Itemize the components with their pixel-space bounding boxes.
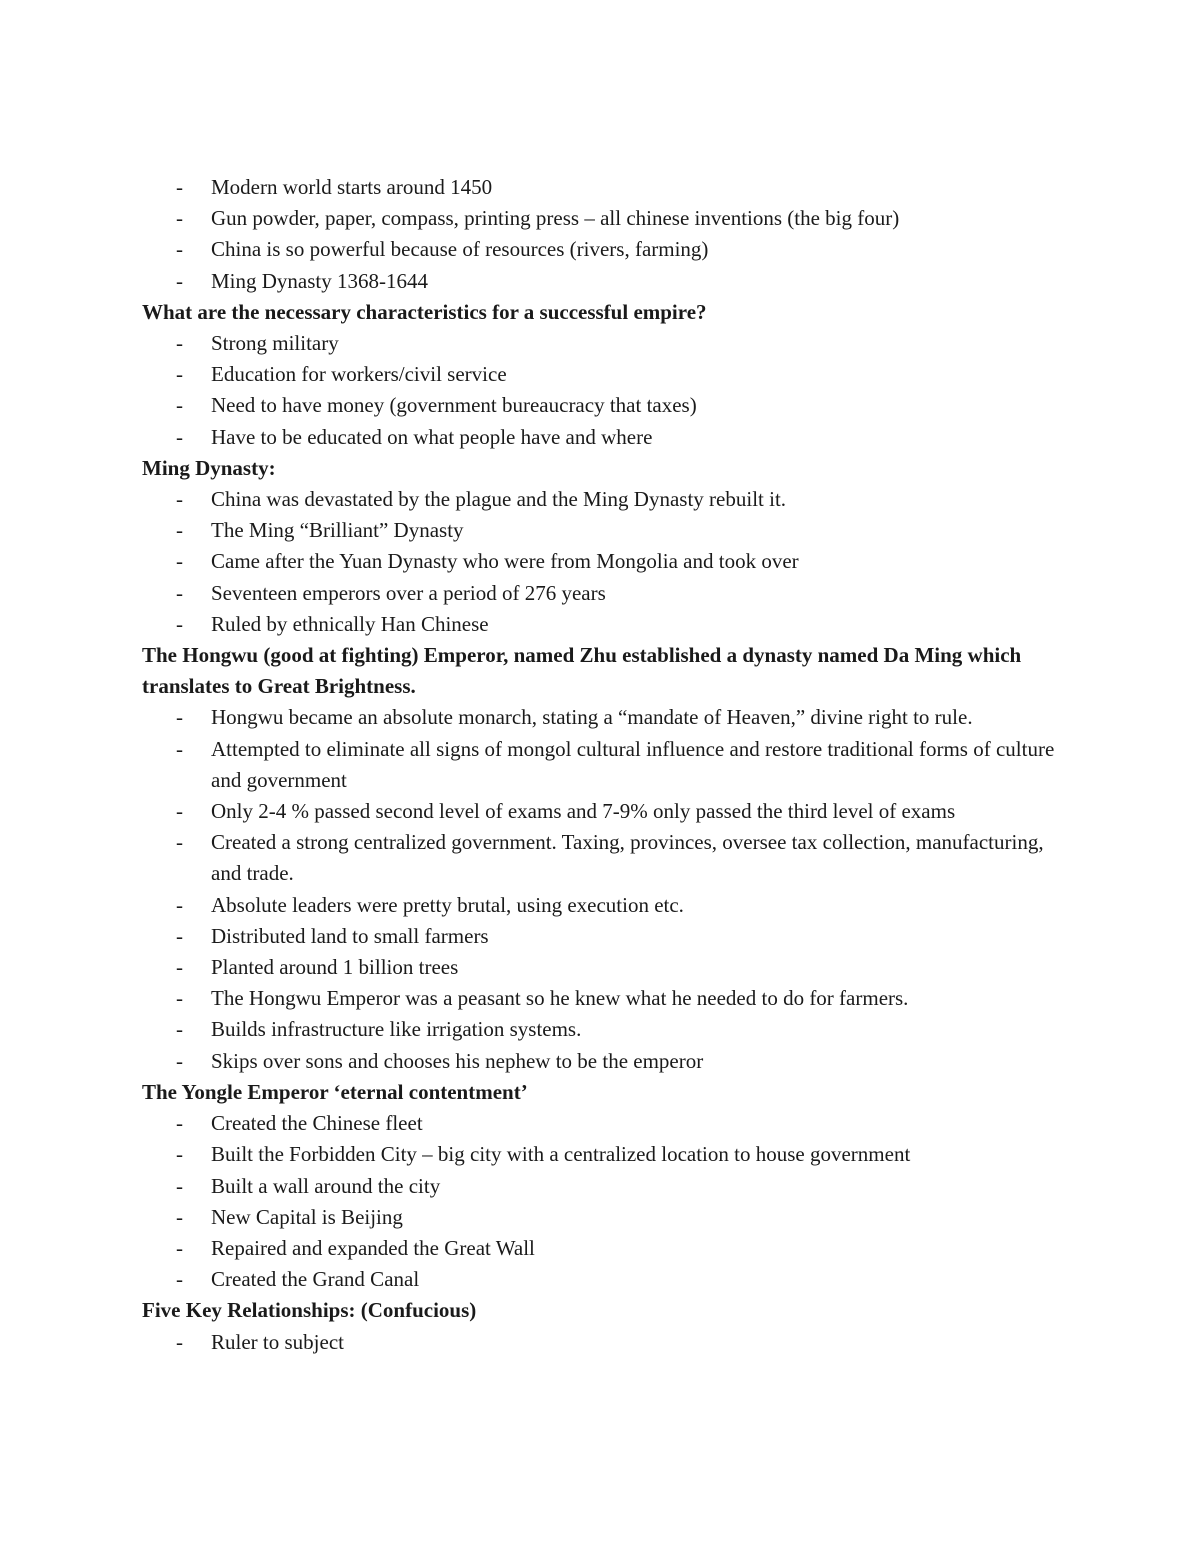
list-item (142, 234, 1062, 265)
list-item-text: Attempted to eliminate all signs of mongol cultural influence and restore traditional forms of culture and government (211, 736, 1055, 792)
list-item (142, 1202, 1062, 1233)
document-body (142, 172, 1062, 1358)
list-item (142, 359, 1062, 390)
list-item-text: The Hongwu Emperor was a peasant so he knew what he needed to do for farmers. (211, 986, 909, 1011)
list-item-text: Ruled by ethnically Han Chinese (211, 611, 489, 636)
list-item (142, 983, 1062, 1014)
list-item-text: Education for workers/civil service (211, 362, 507, 387)
list-item (142, 1171, 1062, 1202)
list-item-text: Created the Chinese fleet (211, 1111, 423, 1136)
bullet-marker: - (176, 830, 183, 855)
list-item-text: Ming Dynasty 1368-1644 (211, 268, 428, 293)
bullet-marker: - (176, 736, 183, 761)
list-item-text: The Ming “Brilliant” Dynasty (211, 518, 464, 543)
section-heading: What are the necessary characteristics for a successful empire? (142, 299, 707, 324)
bullet-marker: - (176, 424, 183, 449)
list-item (142, 172, 1062, 203)
list-item (142, 702, 1062, 733)
list-item (142, 1014, 1062, 1045)
bullet-marker: - (176, 362, 183, 387)
section-heading: The Yongle Emperor ‘eternal contentment’ (142, 1079, 528, 1104)
list-item (142, 1327, 1062, 1358)
list-item-text: China was devastated by the plague and the Ming Dynasty rebuilt it. (211, 487, 787, 512)
bullet-marker: - (176, 955, 183, 980)
list-item (142, 390, 1062, 421)
list-item-text: Need to have money (government bureaucracy that taxes) (211, 393, 697, 418)
list-item (142, 484, 1062, 515)
bullet-marker: - (176, 518, 183, 543)
section-intro (142, 172, 1062, 297)
list-item-text: Planted around 1 billion trees (211, 955, 459, 980)
list-item (142, 827, 1062, 889)
section-heading: Five Key Relationships: (Confucious) (142, 1298, 477, 1323)
bullet-marker: - (176, 892, 183, 917)
list-item-text: Skips over sons and chooses his nephew to be the emperor (211, 1048, 704, 1073)
section-yongle-emperor (142, 1077, 1062, 1295)
list-item (142, 796, 1062, 827)
bullet-marker: - (176, 331, 183, 356)
bullet-marker: - (176, 1204, 183, 1229)
section-heading: The Hongwu (good at fighting) Emperor, named Zhu established a dynasty named Da Ming which translates to Great Brightness. (142, 643, 1022, 699)
bullet-marker: - (176, 206, 183, 231)
bullet-marker: - (176, 923, 183, 948)
list-item-text: New Capital is Beijing (211, 1204, 403, 1229)
bullet-marker: - (176, 1173, 183, 1198)
bullet-marker: - (176, 1017, 183, 1042)
list-item (142, 203, 1062, 234)
list-item-text: Absolute leaders were pretty brutal, using execution etc. (211, 892, 684, 917)
list-item (142, 1233, 1062, 1264)
list-item-text: Built a wall around the city (211, 1173, 441, 1198)
list-item (142, 546, 1062, 577)
list-item (142, 422, 1062, 453)
list-item (142, 1108, 1062, 1139)
bullet-marker: - (176, 1048, 183, 1073)
bullet-marker: - (176, 487, 183, 512)
bullet-marker: - (176, 799, 183, 824)
bullet-list (142, 328, 1062, 453)
bullet-marker: - (176, 268, 183, 293)
list-item-text: China is so powerful because of resources (rivers, farming) (211, 237, 709, 262)
list-item (142, 952, 1062, 983)
list-item-text: Gun powder, paper, compass, printing press – all chinese inventions (the big four) (211, 206, 900, 231)
bullet-marker: - (176, 393, 183, 418)
list-item-text: Only 2-4 % passed second level of exams and 7-9% only passed the third level of exams (211, 799, 956, 824)
bullet-marker: - (176, 986, 183, 1011)
bullet-marker: - (176, 175, 183, 199)
bullet-marker: - (176, 237, 183, 262)
bullet-list (142, 702, 1062, 1076)
list-item-text: Hongwu became an absolute monarch, stating a “mandate of Heaven,” divine right to rule. (211, 705, 973, 730)
list-item-text: Repaired and expanded the Great Wall (211, 1235, 535, 1260)
list-item-text: Builds infrastructure like irrigation systems. (211, 1017, 582, 1042)
list-item-text: Built the Forbidden City – big city with a centralized location to house government (211, 1142, 911, 1167)
bullet-marker: - (176, 1111, 183, 1136)
section-ming-dynasty (142, 453, 1062, 640)
bullet-marker: - (176, 1329, 183, 1354)
bullet-marker: - (176, 1267, 183, 1292)
list-item (142, 1264, 1062, 1295)
list-item-text: Strong military (211, 331, 339, 356)
list-item-text: Created the Grand Canal (211, 1267, 420, 1292)
bullet-marker: - (176, 549, 183, 574)
bullet-marker: - (176, 580, 183, 605)
list-item (142, 921, 1062, 952)
list-item-text: Seventeen emperors over a period of 276 years (211, 580, 606, 605)
bullet-marker: - (176, 1235, 183, 1260)
list-item-text: Came after the Yuan Dynasty who were from Mongolia and took over (211, 549, 799, 574)
bullet-list (142, 1327, 1062, 1358)
bullet-marker: - (176, 611, 183, 636)
list-item-text: Have to be educated on what people have and where (211, 424, 653, 449)
list-item (142, 266, 1062, 297)
list-item (142, 515, 1062, 546)
list-item-text: Created a strong centralized government. Taxing, provinces, oversee tax collection, manufacturing, and trade. (211, 830, 1044, 886)
list-item-text: Ruler to subject (211, 1329, 344, 1354)
list-item (142, 1139, 1062, 1170)
list-item-text: Modern world starts around 1450 (211, 175, 493, 199)
list-item (142, 890, 1062, 921)
bullet-marker: - (176, 1142, 183, 1167)
bullet-list (142, 1108, 1062, 1295)
section-successful-empire (142, 297, 1062, 453)
bullet-list (142, 484, 1062, 640)
list-item (142, 578, 1062, 609)
bullet-marker: - (176, 705, 183, 730)
list-item (142, 734, 1062, 796)
section-five-key-relationships (142, 1295, 1062, 1357)
section-heading: Ming Dynasty: (142, 455, 276, 480)
list-item (142, 328, 1062, 359)
list-item (142, 1046, 1062, 1077)
bullet-list (142, 172, 1062, 297)
list-item (142, 609, 1062, 640)
section-hongwu-emperor (142, 640, 1062, 1077)
list-item-text: Distributed land to small farmers (211, 923, 489, 948)
